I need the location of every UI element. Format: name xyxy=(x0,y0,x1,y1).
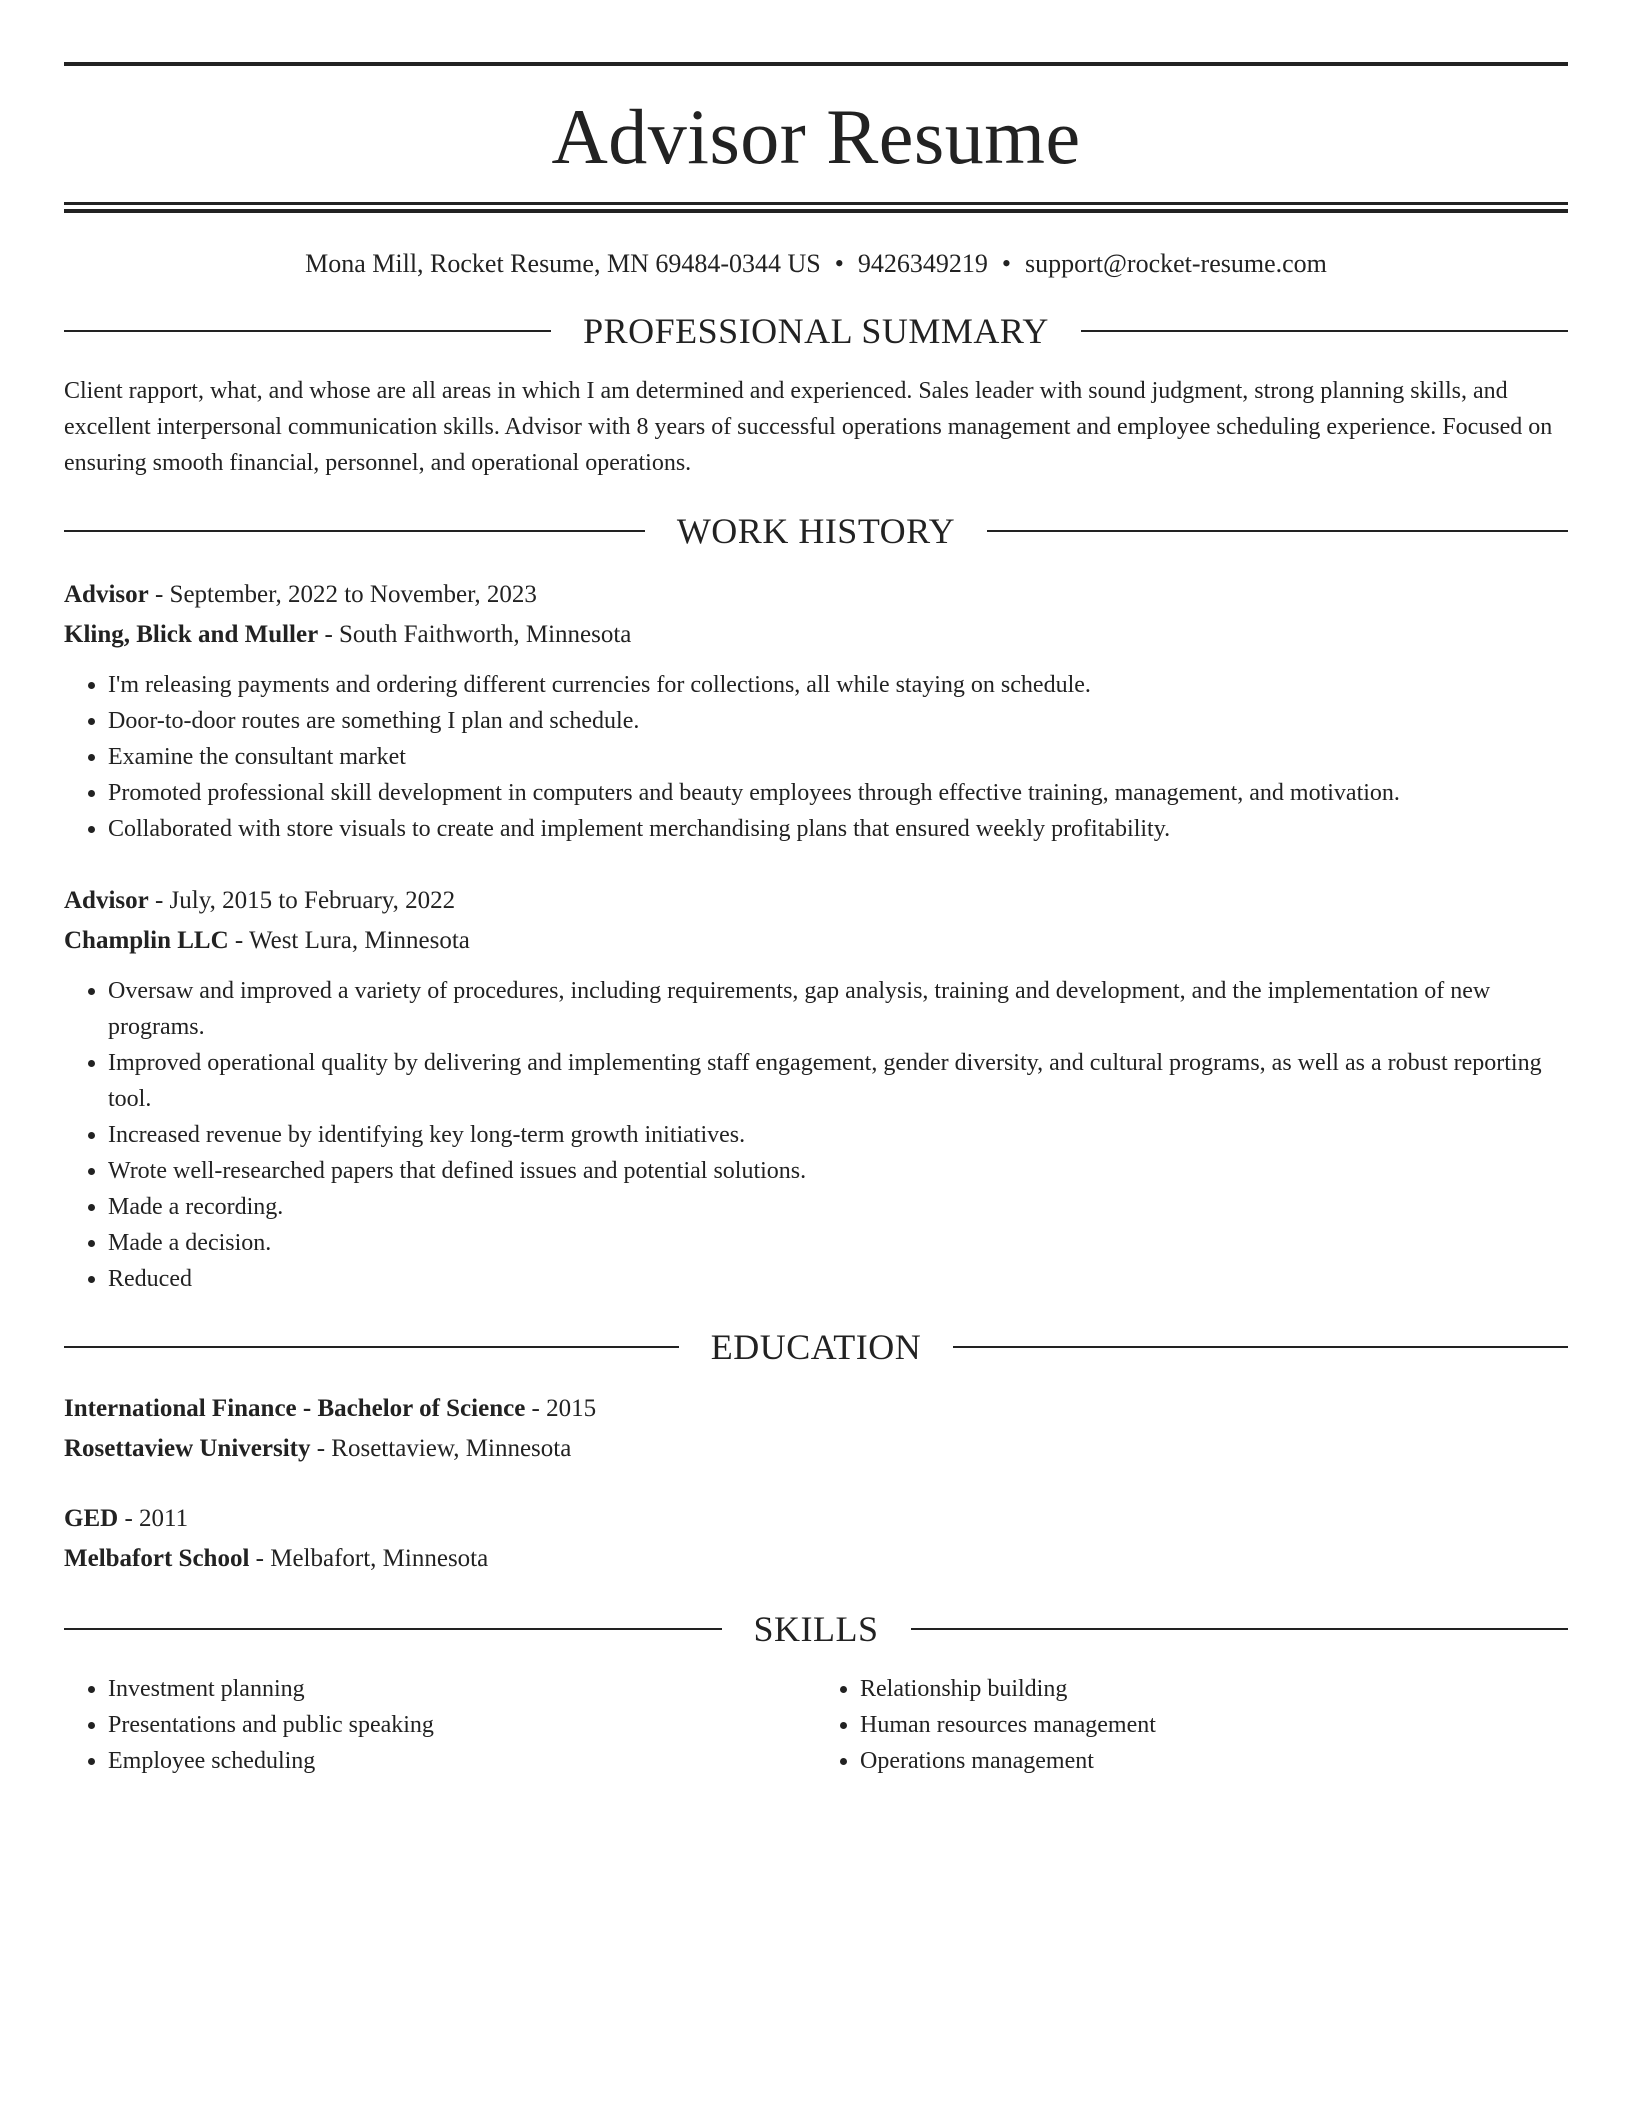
job-bullets xyxy=(64,973,1568,1297)
contact-separator: • xyxy=(1001,249,1011,278)
section-title: EDUCATION xyxy=(710,1327,922,1367)
job-location: - West Lura, Minnesota xyxy=(228,927,470,954)
job-bullets xyxy=(64,667,1568,847)
list-item: • Relationship building xyxy=(860,1671,1568,1707)
list-item: • Wrote well-researched papers that defined issues and potential solutions. xyxy=(108,1153,1568,1189)
list-item: • I'm releasing payments and ordering different currencies for collections, all while staying on schedule. xyxy=(108,667,1568,703)
school-location: - Rosettaview, Minnesota xyxy=(310,1435,572,1462)
section-title: WORK HISTORY xyxy=(676,511,956,551)
heading-rule-right xyxy=(1081,330,1568,332)
job-company: Kling, Blick and Muller xyxy=(64,621,319,648)
resume-title: Advisor Resume xyxy=(551,93,1081,180)
header-double-rule xyxy=(64,202,1568,213)
heading-rule-left xyxy=(64,330,551,332)
list-item: • Made a recording. xyxy=(108,1189,1568,1225)
job-title-line xyxy=(64,881,1568,921)
section-heading-skills xyxy=(64,1609,1568,1649)
list-item: • Operations management xyxy=(860,1743,1568,1779)
section-title: SKILLS xyxy=(753,1609,879,1649)
list-item: • Investment planning xyxy=(108,1671,816,1707)
list-item: • Made a decision. xyxy=(108,1225,1568,1261)
list-item: • Improved operational quality by delivering and implementing staff engagement, gender diversity, and cultural programs, as well as a robust reporting tool. xyxy=(108,1045,1568,1117)
education-entry xyxy=(64,1389,1568,1469)
job-company: Champlin LLC xyxy=(64,927,229,954)
list-item: • Presentations and public speaking xyxy=(108,1707,816,1743)
heading-rule-right xyxy=(911,1628,1569,1630)
section-heading-summary xyxy=(64,311,1568,351)
degree: International Finance - Bachelor of Science xyxy=(64,1395,526,1422)
job-title: Advisor xyxy=(64,887,149,914)
heading-rule-left xyxy=(64,1628,722,1630)
heading-rule-left xyxy=(64,530,645,532)
job-location: - South Faithworth, Minnesota xyxy=(318,621,632,648)
degree: GED xyxy=(64,1505,119,1532)
degree-year: - 2011 xyxy=(118,1505,189,1532)
list-item: • Human resources management xyxy=(860,1707,1568,1743)
list-item: • Reduced xyxy=(108,1261,1568,1297)
list-item: • Collaborated with store visuals to create and implement merchandising plans that ensured weekly profitability. xyxy=(108,811,1568,847)
contact-address: Mona Mill, Rocket Resume, MN 69484-0344 US xyxy=(305,249,821,278)
job-entry xyxy=(64,881,1568,1297)
job-title-line xyxy=(64,575,1568,615)
list-item: • Increased revenue by identifying key long-term growth initiatives. xyxy=(108,1117,1568,1153)
list-item: • Examine the consultant market xyxy=(108,739,1568,775)
heading-rule-right xyxy=(987,530,1568,532)
job-title: Advisor xyxy=(64,581,149,608)
section-heading-work-history xyxy=(64,511,1568,551)
section-title: PROFESSIONAL SUMMARY xyxy=(583,311,1049,351)
heading-rule-left xyxy=(64,1346,679,1348)
job-dates: - September, 2022 to November, 2023 xyxy=(148,581,537,608)
school-location: - Melbafort, Minnesota xyxy=(249,1545,489,1572)
job-company-line xyxy=(64,615,1568,655)
degree-year: - 2015 xyxy=(525,1395,597,1422)
list-item: • Promoted professional skill development in computers and beauty employees through effective training, management, and motivation. xyxy=(108,775,1568,811)
skills-column-right xyxy=(816,1671,1568,1779)
school-line xyxy=(64,1539,1568,1579)
summary-text: Client rapport, what, and whose are all areas in which I am determined and experienced. Sales leader with sound judgment, strong planning skills, and excellent interpersonal communication skills. Advisor with 8 years of successful operations management and employee scheduling experience. Focused on ensuring smooth financial, personnel, and operational operations. xyxy=(64,378,1553,476)
contact-line xyxy=(64,247,1568,281)
contact-email: support@rocket-resume.com xyxy=(1024,249,1327,278)
header-top-rule xyxy=(64,62,1568,66)
list-item: • Employee scheduling xyxy=(108,1743,816,1779)
contact-separator: • xyxy=(834,249,844,278)
school-line xyxy=(64,1429,1568,1469)
job-company-line xyxy=(64,921,1568,961)
skills-list xyxy=(64,1671,1568,1779)
education-entry xyxy=(64,1499,1568,1579)
contact-phone: 9426349219 xyxy=(857,249,988,278)
skills-column-left xyxy=(64,1671,816,1779)
section-heading-education xyxy=(64,1327,1568,1367)
heading-rule-right xyxy=(953,1346,1568,1348)
list-item: • Door-to-door routes are something I plan and schedule. xyxy=(108,703,1568,739)
school: Rosettaview University xyxy=(64,1435,311,1462)
job-dates: - July, 2015 to February, 2022 xyxy=(148,887,456,914)
degree-line xyxy=(64,1389,1568,1429)
list-item: • Oversaw and improved a variety of procedures, including requirements, gap analysis, training and development, and the implementation of new programs. xyxy=(108,973,1568,1045)
job-entry xyxy=(64,575,1568,847)
degree-line xyxy=(64,1499,1568,1539)
school: Melbafort School xyxy=(64,1545,250,1572)
